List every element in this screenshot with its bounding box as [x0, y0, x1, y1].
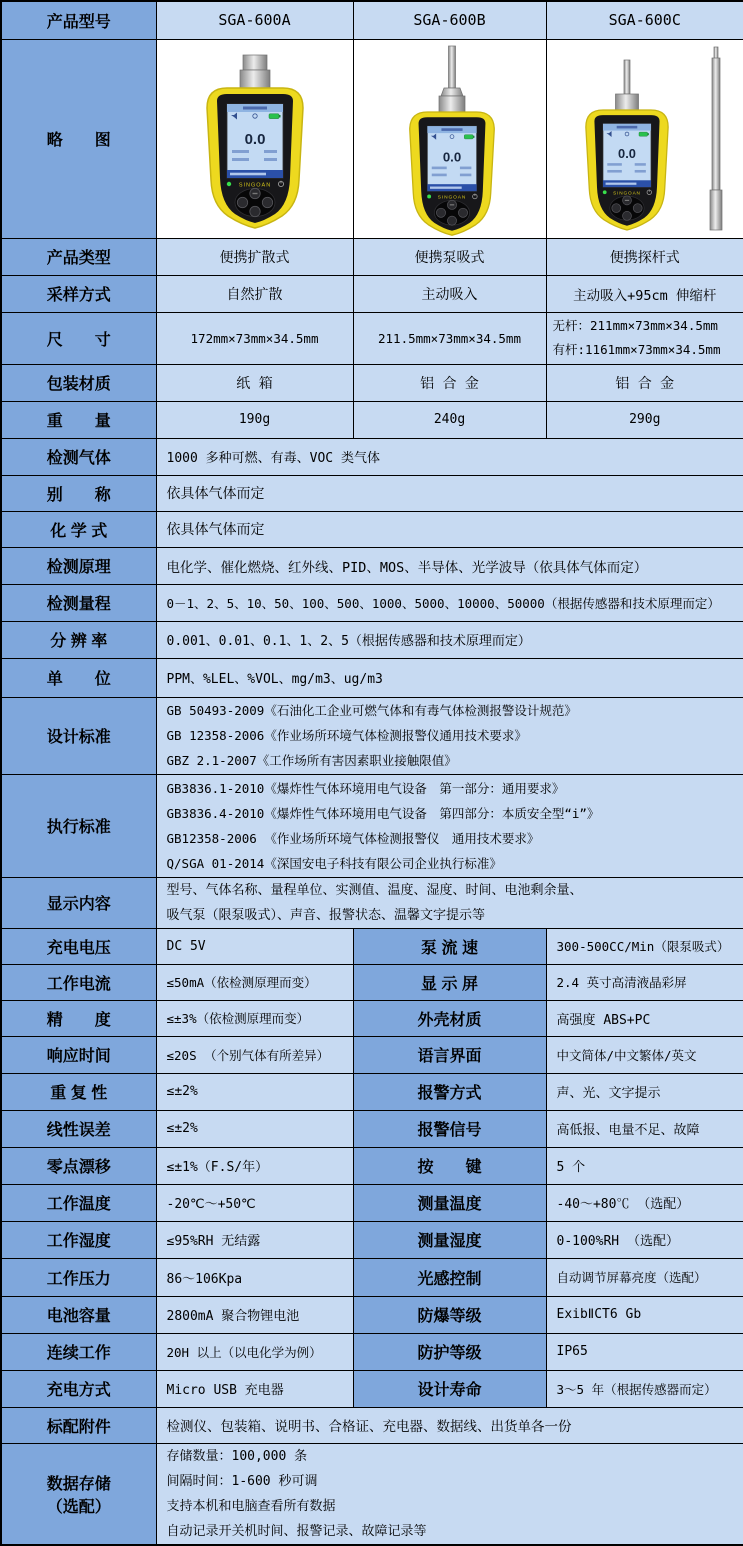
- row-product-type: [1, 238, 743, 275]
- data-storage-label-line1: 数据存储: [2, 1471, 156, 1494]
- packaging-b: 铝 合 金: [353, 364, 546, 401]
- working-current-value: ≤50mA（依检测原理而变）: [156, 964, 353, 1000]
- label-measure-temp: 测量温度: [353, 1184, 546, 1221]
- data-storage-value: [156, 1443, 743, 1545]
- label-light-control: 光感控制: [353, 1258, 546, 1296]
- row-resolution: [1, 621, 743, 658]
- sensor-cap: [240, 70, 270, 89]
- data-storage-line: 自动记录开关机时间、报警记录、故障记录等: [167, 1519, 738, 1544]
- data-storage-label-line2: （选配）: [2, 1494, 156, 1517]
- data-storage-line: 间隔时间：1-600 秒可调: [167, 1469, 738, 1494]
- label-charging-method: 充电方式: [1, 1370, 156, 1407]
- device-image-sga-600b: [354, 40, 547, 238]
- label-accuracy: 精 度: [1, 1000, 156, 1036]
- label-display-content: 显示内容: [1, 877, 156, 928]
- row-spec-working-current: [1, 964, 743, 1000]
- light-control-value: 自动调节屏幕亮度（选配）: [546, 1258, 743, 1296]
- repeatability-value: ≤±2%: [156, 1073, 353, 1110]
- design-standard-line: GB 50493-2009《石油化工企业可燃气体和有毒气体检测报警设计规范》: [167, 698, 738, 723]
- label-weight: 重 量: [1, 401, 156, 438]
- row-weight: [1, 401, 743, 438]
- sensor-cap: [615, 94, 638, 110]
- row-spec-working-pressure: [1, 1258, 743, 1296]
- packaging-c: 铝 合 金: [546, 364, 743, 401]
- weight-b: 240g: [353, 401, 546, 438]
- label-explosion-proof: 防爆等级: [353, 1296, 546, 1333]
- row-range: [1, 584, 743, 621]
- label-working-current: 工作电流: [1, 964, 156, 1000]
- charge-voltage-value: DC 5V: [156, 928, 353, 964]
- sampling-a: 自然扩散: [156, 275, 353, 312]
- label-alias: 别 称: [1, 475, 156, 511]
- sensor-cap-top: [243, 55, 267, 70]
- gases-value: 1000 多种可燃、有毒、VOC 类气体: [156, 438, 743, 475]
- data-storage-line: 存储数量：100,000 条: [167, 1444, 738, 1469]
- continuous-work-value: 20H 以上（以电化学为例）: [156, 1333, 353, 1370]
- label-design-standard: 设计标准: [1, 697, 156, 774]
- protection-grade-value: IP65: [546, 1333, 743, 1370]
- formula-value: 依具体气体而定: [156, 511, 743, 547]
- device-image-sga-600c: [547, 40, 743, 238]
- alarm-mode-value: 声、光、文字提示: [546, 1073, 743, 1110]
- product-type-a: 便携扩散式: [156, 238, 353, 275]
- range-value: 0－1、2、5、10、50、100、500、1000、5000、10000、50000（根据传感器和技术原理而定）: [156, 584, 743, 621]
- row-spec-zero-drift: [1, 1147, 743, 1184]
- resolution-value: 0.001、0.01、0.1、1、2、5（根据传感器和技术原理而定）: [156, 621, 743, 658]
- accessories-value: 检测仪、包装箱、说明书、合格证、充电器、数据线、出货单各一份: [156, 1407, 743, 1443]
- label-protection-grade: 防护等级: [353, 1333, 546, 1370]
- charging-method-value: Micro USB 充电器: [156, 1370, 353, 1407]
- alarm-signal-value: 高低报、电量不足、故障: [546, 1110, 743, 1147]
- working-pressure-value: 86～106Kpa: [156, 1258, 353, 1296]
- label-accessories: 标配附件: [1, 1407, 156, 1443]
- row-gases: [1, 438, 743, 475]
- row-spec-working-temp: [1, 1184, 743, 1221]
- unit-value: PPM、%LEL、%VOL、mg/m3、ug/m3: [156, 658, 743, 697]
- design-life-value: 3～5 年（根据传感器而定）: [546, 1370, 743, 1407]
- label-display-screen: 显 示 屏: [353, 964, 546, 1000]
- label-gases: 检测气体: [1, 438, 156, 475]
- shell-material-value: 高强度 ABS+PC: [546, 1000, 743, 1036]
- label-pump-flow: 泵 流 速: [353, 928, 546, 964]
- label-principle: 检测原理: [1, 547, 156, 584]
- row-spec-repeatability: [1, 1073, 743, 1110]
- row-data-storage: [1, 1443, 743, 1545]
- dimensions-c-line2: 有杆:1161mm×73mm×34.5mm: [553, 338, 743, 362]
- row-exec-standard: [1, 774, 743, 877]
- label-linearity: 线性误差: [1, 1110, 156, 1147]
- sampling-b: 主动吸入: [353, 275, 546, 312]
- label-zero-drift: 零点漂移: [1, 1147, 156, 1184]
- row-sampling: [1, 275, 743, 312]
- label-language: 语言界面: [353, 1036, 546, 1073]
- product-image-cell-b: [353, 39, 546, 238]
- dimensions-c: [546, 312, 743, 364]
- working-temp-value: -20℃～+50℃: [156, 1184, 353, 1221]
- display-content-value: [156, 877, 743, 928]
- row-display-content: [1, 877, 743, 928]
- label-charge-voltage: 充电电压: [1, 928, 156, 964]
- row-principle: [1, 547, 743, 584]
- response-time-value: ≤20S （个别气体有所差异）: [156, 1036, 353, 1073]
- label-unit: 单 位: [1, 658, 156, 697]
- label-dimensions: 尺 寸: [1, 312, 156, 364]
- label-design-life: 设计寿命: [353, 1370, 546, 1407]
- dimensions-b: 211.5mm×73mm×34.5mm: [353, 312, 546, 364]
- language-value: 中文简体/中文繁体/英文: [546, 1036, 743, 1073]
- weight-a: 190g: [156, 401, 353, 438]
- packaging-a: 纸 箱: [156, 364, 353, 401]
- label-sampling: 采样方式: [1, 275, 156, 312]
- label-continuous-work: 连续工作: [1, 1333, 156, 1370]
- data-storage-line: 支持本机和电脑查看所有数据: [167, 1494, 738, 1519]
- label-alarm-mode: 报警方式: [353, 1073, 546, 1110]
- row-alias: [1, 475, 743, 511]
- explosion-proof-value: ExibⅡCT6 Gb: [546, 1296, 743, 1333]
- measure-temp-value: -40～+80℃ （选配）: [546, 1184, 743, 1221]
- principle-value: 电化学、催化燃烧、红外线、PID、MOS、半导体、光学波导（依具体气体而定）: [156, 547, 743, 584]
- telescopic-rod-base: [710, 190, 722, 230]
- row-spec-continuous-work: [1, 1333, 743, 1370]
- telescopic-rod: [712, 58, 720, 190]
- exec-standard-line: Q/SGA 01-2014《深国安电子科技有限公司企业执行标准》: [167, 851, 738, 876]
- label-product-model: 产品型号: [1, 1, 156, 39]
- exec-standard-line: GB3836.1-2010《爆炸性气体环境用电气设备 第一部分：通用要求》: [167, 776, 738, 801]
- label-exec-standard: 执行标准: [1, 774, 156, 877]
- display-screen-value: 2.4 英寸高清液晶彩屏: [546, 964, 743, 1000]
- label-product-type: 产品类型: [1, 238, 156, 275]
- display-content-line: 型号、气体名称、量程单位、实测值、温度、湿度、时间、电池剩余量、: [167, 878, 738, 903]
- label-repeatability: 重 复 性: [1, 1073, 156, 1110]
- sensor-cap: [439, 96, 465, 113]
- row-spec-working-humidity: [1, 1221, 743, 1258]
- row-spec-charge-voltage: [1, 928, 743, 964]
- label-shell-material: 外壳材质: [353, 1000, 546, 1036]
- label-working-pressure: 工作压力: [1, 1258, 156, 1296]
- zero-drift-value: ≤±1%（F.S/年）: [156, 1147, 353, 1184]
- label-battery: 电池容量: [1, 1296, 156, 1333]
- model-sga-600c: SGA-600C: [546, 1, 743, 39]
- label-packaging: 包装材质: [1, 364, 156, 401]
- model-sga-600b: SGA-600B: [353, 1, 546, 39]
- display-content-line: 吸气泵（限泵吸式）、声音、报警状态、温馨文字提示等: [167, 903, 738, 928]
- exec-standard-line: GB3836.4-2010《爆炸性气体环境用电气设备 第四部分：本质安全型“i”》: [167, 801, 738, 826]
- buttons-value: 5 个: [546, 1147, 743, 1184]
- label-working-temp: 工作温度: [1, 1184, 156, 1221]
- row-product-model: [1, 1, 743, 39]
- label-range: 检测量程: [1, 584, 156, 621]
- row-design-standard: [1, 697, 743, 774]
- product-image-cell-a: [156, 39, 353, 238]
- label-resolution: 分 辨 率: [1, 621, 156, 658]
- dimensions-c-line1: 无杆：211mm×73mm×34.5mm: [553, 314, 743, 338]
- row-accessories: [1, 1407, 743, 1443]
- battery-value: 2800mA 聚合物锂电池: [156, 1296, 353, 1333]
- design-standard-line: GB 12358-2006《作业场所环境气体检测报警仪通用技术要求》: [167, 723, 738, 748]
- row-unit: [1, 658, 743, 697]
- linearity-value: ≤±2%: [156, 1110, 353, 1147]
- row-packaging: [1, 364, 743, 401]
- label-alarm-signal: 报警信号: [353, 1110, 546, 1147]
- row-spec-battery: [1, 1296, 743, 1333]
- pump-flow-value: 300-500CC/Min（限泵吸式）: [546, 928, 743, 964]
- label-measure-humidity: 测量湿度: [353, 1221, 546, 1258]
- row-spec-linearity: [1, 1110, 743, 1147]
- label-working-humidity: 工作湿度: [1, 1221, 156, 1258]
- design-standard-value: [156, 697, 743, 774]
- measure-humidity-value: 0-100%RH （选配）: [546, 1221, 743, 1258]
- label-data-storage: [1, 1443, 156, 1545]
- weight-c: 290g: [546, 401, 743, 438]
- probe-rod: [624, 60, 630, 94]
- product-type-b: 便携泵吸式: [353, 238, 546, 275]
- label-formula: 化 学 式: [1, 511, 156, 547]
- label-buttons: 按 键: [353, 1147, 546, 1184]
- sampling-c: 主动吸入+95cm 伸缩杆: [546, 275, 743, 312]
- row-spec-accuracy: [1, 1000, 743, 1036]
- probe-rod: [448, 46, 455, 88]
- label-response-time: 响应时间: [1, 1036, 156, 1073]
- telescopic-rod-tip: [714, 47, 718, 59]
- alias-value: 依具体气体而定: [156, 475, 743, 511]
- row-dimensions: [1, 312, 743, 364]
- device-image-sga-600a: [157, 40, 354, 238]
- model-sga-600a: SGA-600A: [156, 1, 353, 39]
- row-spec-charging-method: [1, 1370, 743, 1407]
- dimensions-a: 172mm×73mm×34.5mm: [156, 312, 353, 364]
- product-image-cell-c: [546, 39, 743, 238]
- row-formula: [1, 511, 743, 547]
- product-type-c: 便携探杆式: [546, 238, 743, 275]
- design-standard-line: GBZ 2.1-2007《工作场所有害因素职业接触限值》: [167, 748, 738, 773]
- probe-flare: [441, 88, 463, 96]
- exec-standard-value: [156, 774, 743, 877]
- accuracy-value: ≤±3%（依检测原理而变）: [156, 1000, 353, 1036]
- row-spec-response-time: [1, 1036, 743, 1073]
- working-humidity-value: ≤95%RH 无结露: [156, 1221, 353, 1258]
- exec-standard-line: GB12358-2006 《作业场所环境气体检测报警仪 通用技术要求》: [167, 826, 738, 851]
- label-sketch: 略 图: [1, 39, 156, 238]
- row-sketch: [1, 39, 743, 238]
